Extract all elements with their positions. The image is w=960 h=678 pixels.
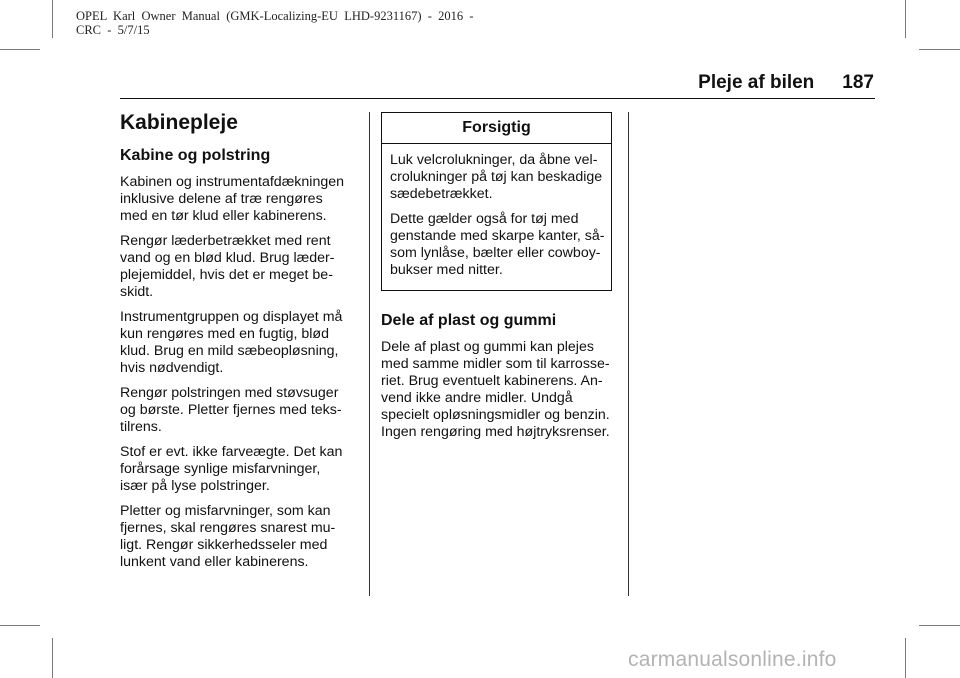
text-line: inklusive delene af træ rengøres <box>120 191 323 207</box>
crop-mark <box>0 49 40 50</box>
text-line: genstande med skarpe kanter, så- <box>390 228 605 244</box>
text-line: forårsage synlige misfarvninger, <box>120 461 321 477</box>
column-left <box>120 106 362 579</box>
crop-mark <box>919 49 960 50</box>
text-line: tilrens. <box>120 419 162 435</box>
text-line: sædebetrækket. <box>390 186 493 202</box>
text-line: crolukninger på tøj kan beskadige <box>390 169 603 185</box>
crop-mark <box>919 625 960 626</box>
crop-mark <box>905 0 906 38</box>
text-line: klud. Brug en mild sæbeopløsning, <box>120 343 339 359</box>
text-line: Rengør læderbetrækket med rent <box>120 233 331 249</box>
column-divider <box>628 112 629 596</box>
text-line: Rengør polstringen med støvsuger <box>120 385 339 401</box>
crop-mark <box>0 625 40 626</box>
text-line: vand og en blød klud. Brug læder- <box>120 250 335 266</box>
text-line: ligt. Rengør sikkerhedsseler med <box>120 537 328 553</box>
body-paragraph <box>390 152 605 203</box>
column-middle <box>381 112 617 449</box>
body-paragraph <box>120 174 362 225</box>
crop-mark <box>905 638 906 678</box>
text-line: Luk velcrolukninger, da åbne vel- <box>390 152 598 168</box>
text-line: riet. Brug eventuelt kabinerens. An- <box>381 373 603 389</box>
text-line: Dette gælder også for tøj med <box>390 211 579 227</box>
caution-box <box>381 112 612 291</box>
subsection-title: Kabine og polstring <box>120 147 271 164</box>
text-line: Pletter og misfarvninger, som kan <box>120 503 331 519</box>
text-line: bukser med nitter. <box>390 262 503 278</box>
text-line: plejemiddel, hvis det er meget be- <box>120 267 333 283</box>
section-title: Kabinepleje <box>120 111 238 134</box>
caution-title: Forsigtig <box>382 113 611 144</box>
text-line: som lynlåse, bælter eller cowboy- <box>390 245 601 261</box>
text-line: og børste. Pletter fjernes med teks- <box>120 402 342 418</box>
body-paragraph <box>120 503 362 571</box>
text-line: skidt. <box>120 284 154 300</box>
text-line: med samme midler som til karrosse- <box>381 356 610 372</box>
print-header-line: OPEL Karl Owner Manual (GMK-Localizing-EU LHD-9231167) - 2016 - <box>76 9 474 23</box>
crop-mark <box>52 638 53 678</box>
body-paragraph <box>120 444 362 495</box>
subsection-title: Dele af plast og gummi <box>381 312 557 329</box>
text-line: Kabinen og instrumentafdækningen <box>120 174 345 190</box>
print-header-line: CRC - 5/7/15 <box>76 23 150 37</box>
caution-body <box>382 144 611 290</box>
page-number: 187 <box>842 72 874 93</box>
text-line: kun rengøres med en fugtig, blød <box>120 326 329 342</box>
body-paragraph <box>120 385 362 436</box>
body-paragraph <box>120 233 362 301</box>
document-print-header <box>76 9 474 37</box>
chapter-title: Pleje af bilen <box>698 72 815 93</box>
text-line: hvis nødvendigt. <box>120 360 224 376</box>
paragraph-list <box>120 174 362 571</box>
text-line: specielt opløsningsmidler og benzin. <box>381 407 610 423</box>
text-line: Stof er evt. ikke farveægte. Det kan <box>120 444 343 460</box>
header-rule <box>120 98 875 99</box>
body-paragraph <box>390 211 605 279</box>
watermark-text: carmanualsonline.info <box>628 648 837 671</box>
body-paragraph <box>120 309 362 377</box>
crop-mark <box>52 0 53 38</box>
text-line: Ingen rengøring med højtryksrenser. <box>381 424 610 440</box>
column-divider <box>369 112 370 596</box>
text-line: fjernes, skal rengøres snarest mu- <box>120 520 336 536</box>
text-line: især på lyse polstringer. <box>120 478 270 494</box>
text-line: Instrumentgruppen og displayet må <box>120 309 343 325</box>
text-line: lunkent vand eller kabinerens. <box>120 554 309 570</box>
running-head <box>698 72 874 94</box>
paragraph-list <box>381 339 617 441</box>
text-line: Dele af plast og gummi kan plejes <box>381 339 594 355</box>
text-line: med en tør klud eller kabinerens. <box>120 208 327 224</box>
body-paragraph <box>381 339 617 441</box>
text-line: vend ikke andre midler. Undgå <box>381 390 573 406</box>
